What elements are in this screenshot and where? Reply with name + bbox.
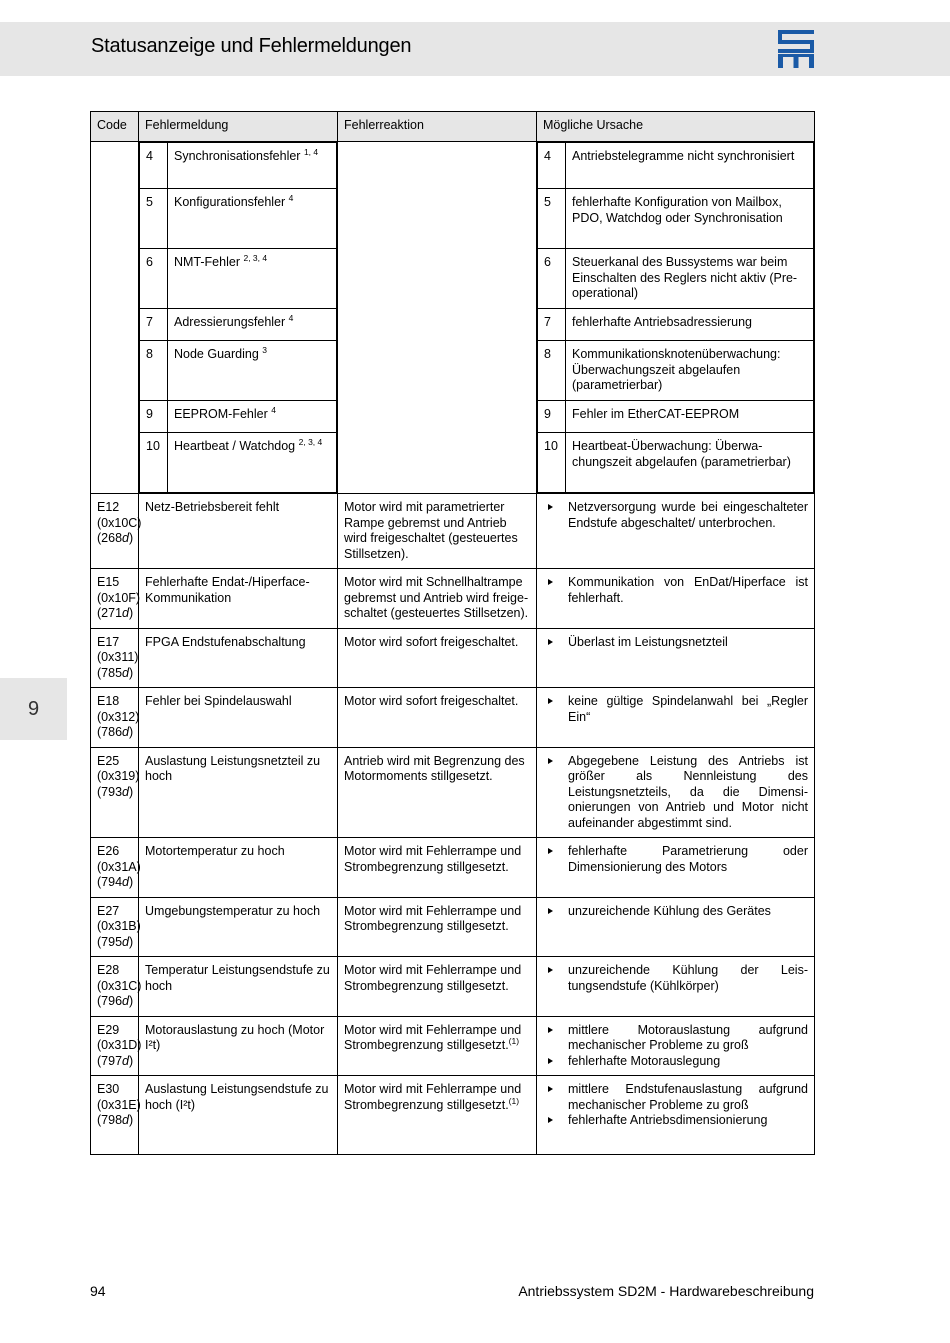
subcode-number: 9 xyxy=(140,401,168,433)
subcode-message-text: Heartbeat / Watchdog xyxy=(174,439,296,453)
cause-cell xyxy=(537,569,815,629)
subcode-message-list xyxy=(139,142,337,493)
code-cell xyxy=(91,494,142,569)
subcode-message xyxy=(168,401,337,433)
decimal-value: (796 xyxy=(97,994,123,1008)
reaction-cell xyxy=(338,897,537,957)
reaction-text: Antrieb wird mit Begrenzung des Motormoments stillgesetzt. xyxy=(344,753,525,783)
subcode-cause: Antriebstelegramme nicht synchronisiert xyxy=(566,143,814,189)
subcode-number: 5 xyxy=(538,189,566,249)
message-cell: Fehlerhafte Endat-/Hiperface-Kommunikation xyxy=(139,569,338,629)
decimal-suffix: d xyxy=(122,1113,129,1127)
decimal-suffix: d xyxy=(122,784,129,799)
company-logo xyxy=(778,30,814,68)
message-cell: Motorauslastung zu hoch (Motor I²t) xyxy=(139,1016,338,1076)
subcode-message-text: Adressierungsfehler xyxy=(174,315,286,329)
table-row xyxy=(91,747,815,838)
subcode-message-row xyxy=(140,401,337,433)
subcode-message-text: Synchronisationsfehler xyxy=(174,149,301,163)
subcode-message-row xyxy=(140,249,337,309)
subcode-cause: fehlerhafte Antriebsadressierung xyxy=(566,309,814,341)
cause-bullet-item: keine gültige Spindelanwahl bei „Regler Ein“ xyxy=(543,694,808,725)
error-code: E12 xyxy=(97,500,120,514)
subcode-number: 9 xyxy=(538,401,566,433)
subcode-cause-row xyxy=(538,401,814,433)
reaction-text: Motor wird mit Fehlerrampe und Strombegrenzung stillgesetzt. xyxy=(344,1022,522,1052)
decimal-suffix: d xyxy=(122,875,129,889)
subcode-cause-row xyxy=(538,143,814,189)
subcode-number: 6 xyxy=(140,249,168,309)
subcode-number: 10 xyxy=(140,433,168,493)
reaction-cell xyxy=(338,494,537,569)
error-code-hex: (0x31A) xyxy=(97,859,141,874)
page-number: 94 xyxy=(90,1283,106,1299)
reaction-text: Motor wird mit parametrierter Rampe gebremst und Antrieb wird freigeschaltet (gesteuertes Stillsetzen). xyxy=(344,500,518,561)
error-code-decimal xyxy=(97,725,132,741)
subcode-cause-row xyxy=(538,309,814,341)
footnote-ref: 2, 3, 4 xyxy=(243,253,268,263)
decimal-suffix: d xyxy=(122,934,129,949)
error-code-hex: (0x31E) xyxy=(97,1097,141,1112)
message-cell: Auslastung Leistungsnetzteil zu hoch xyxy=(139,747,338,838)
cause-bullet-item: Überlast im Leistungsnetzteil xyxy=(543,635,808,651)
decimal-suffix: d xyxy=(122,725,129,739)
reaction-cell xyxy=(338,688,537,748)
decimal-close: ) xyxy=(128,784,134,799)
cause-cell xyxy=(537,957,815,1017)
decimal-close: ) xyxy=(128,1053,134,1068)
message-cell: FPGA Endstufenabschaltung xyxy=(139,628,338,688)
code-cell xyxy=(91,142,139,494)
decimal-suffix: d xyxy=(122,531,129,545)
error-code-hex: (0x31B) xyxy=(97,919,141,933)
subcode-number: 8 xyxy=(140,341,168,401)
table-row xyxy=(91,569,815,629)
footnote-ref: 4 xyxy=(271,405,276,415)
footnote-ref: 1, 4 xyxy=(303,147,319,157)
footnote-ref: (1) xyxy=(508,1095,520,1106)
subcode-message xyxy=(168,309,337,341)
error-code: E17 xyxy=(97,634,120,649)
header-cause: Mögliche Ursache xyxy=(537,112,815,142)
error-code: E29 xyxy=(97,1022,120,1037)
header-code: Code xyxy=(91,112,139,142)
message-cell: Temperatur Leistungsendstufe zu hoch xyxy=(139,957,338,1017)
table-row xyxy=(91,688,815,748)
subcode-number: 5 xyxy=(140,189,168,249)
reaction-text: Motor wird mit Fehlerrampe und Strombegrenzung stillgesetzt. xyxy=(344,844,522,874)
reaction-text: Motor wird sofort freigeschaltet. xyxy=(344,694,519,708)
error-code-decimal xyxy=(97,785,132,801)
code-cell xyxy=(91,897,139,957)
cause-bullet-item: fehlerhafte Parametrierung oder Dimensionierung des Motors xyxy=(543,844,808,875)
cause-bullet-item: unzureichende Kühlung des Gerätes xyxy=(543,904,808,920)
decimal-close: ) xyxy=(128,1113,134,1127)
reaction-text: Motor wird mit Fehlerrampe und Strombegrenzung stillgesetzt. xyxy=(344,903,522,933)
error-code-decimal xyxy=(97,1054,132,1070)
decimal-close: ) xyxy=(128,725,134,739)
error-code-hex: (0x319) xyxy=(97,769,140,783)
code-cell xyxy=(91,628,139,688)
subcode-cause: Heartbeat-Überwachung: Überwachungszeit abgelaufen (parametrierbar) xyxy=(566,433,814,493)
reaction-text: Motor wird mit Fehlerrampe und Strombegrenzung stillgesetzt. xyxy=(344,963,522,993)
decimal-suffix: d xyxy=(122,606,129,620)
subcode-message-text: Konfigurationsfehler xyxy=(174,195,286,209)
message-cell: Fehler bei Spindelauswahl xyxy=(139,688,338,748)
code-cell xyxy=(91,838,139,898)
message-cell: Netz-Betriebsbereit fehlt xyxy=(139,494,338,569)
error-code-decimal xyxy=(97,935,132,951)
subcode-cause-row xyxy=(538,249,814,309)
error-code-hex: (0x10F) xyxy=(97,590,141,605)
cause-cell xyxy=(537,1016,815,1076)
subcode-number: 8 xyxy=(538,341,566,401)
error-code: E15 xyxy=(97,575,120,589)
subcode-cause: Steuerkanal des Bussystems war beim Einschalten des Reglers nicht aktiv (Pre-operational) xyxy=(566,249,814,309)
subcode-message-text: Node Guarding xyxy=(174,347,259,361)
subcode-message-text: EEPROM-Fehler xyxy=(174,407,268,421)
error-code-hex: (0x312) xyxy=(97,709,140,724)
message-cell xyxy=(139,142,338,494)
code-cell xyxy=(91,569,139,629)
subcode-number: 4 xyxy=(538,143,566,189)
decimal-close: ) xyxy=(128,934,134,949)
document-title: Antriebssystem SD2M - Hardwarebeschreibung xyxy=(518,1283,814,1299)
message-cell: Umgebungstemperatur zu hoch xyxy=(139,897,338,957)
reaction-text: Motor wird sofort freigeschaltet. xyxy=(344,634,519,649)
footnote-ref: 2, 3, 4 xyxy=(298,437,323,447)
subcode-message-row xyxy=(140,341,337,401)
cause-cell xyxy=(537,1076,815,1155)
error-code: E25 xyxy=(97,753,120,768)
subcode-cause-row xyxy=(538,341,814,401)
error-code-decimal xyxy=(97,994,132,1010)
subcode-cause: fehlerhafte Konfiguration von Mailbox, PDO, Watchdog oder Synchronisation xyxy=(566,189,814,249)
footnote-ref: 4 xyxy=(288,193,294,203)
footnote-ref: (1) xyxy=(508,1036,520,1046)
decimal-value: (797 xyxy=(97,1053,123,1068)
subcode-number: 4 xyxy=(140,143,168,189)
subcode-message-row xyxy=(140,433,337,493)
cause-bullet-item: fehlerhafte Motorauslegung xyxy=(543,1054,808,1070)
subcode-message xyxy=(168,433,337,493)
cause-bullet-item: Netzversorgung wurde bei eingeschalteter Endstufe abgeschaltet/ unterbrochen. xyxy=(543,500,808,531)
error-code-hex: (0x311) xyxy=(97,650,139,664)
decimal-value: (793 xyxy=(97,784,123,799)
subcode-message xyxy=(168,189,337,249)
decimal-value: (794 xyxy=(97,875,123,889)
reaction-cell xyxy=(338,838,537,898)
decimal-value: (786 xyxy=(97,725,123,739)
table-row xyxy=(91,838,815,898)
error-code-decimal xyxy=(97,1113,132,1129)
subcode-number: 6 xyxy=(538,249,566,309)
error-code: E18 xyxy=(97,694,120,708)
cause-cell xyxy=(537,747,815,838)
subcode-cause-row xyxy=(538,189,814,249)
cause-bullet-item: Kommunikation von EnDat/Hiperface ist fehlerhaft. xyxy=(543,575,808,606)
subcode-cause-list xyxy=(537,142,814,493)
decimal-suffix: d xyxy=(122,994,129,1008)
code-cell xyxy=(91,747,139,838)
table-row xyxy=(91,494,815,569)
table-row xyxy=(91,957,815,1017)
cause-cell xyxy=(537,897,815,957)
reaction-cell xyxy=(338,747,537,838)
decimal-value: (271 xyxy=(97,606,123,620)
subcode-message-row xyxy=(140,309,337,341)
cause-bullet-item: mittlere Endstufenauslastung aufgrund mechanischer Probleme zu groß xyxy=(543,1082,808,1113)
cause-cell xyxy=(537,628,815,688)
table-row xyxy=(91,1016,815,1076)
error-code: E30 xyxy=(97,1082,120,1096)
reaction-text: Motor wird mit Fehlerrampe und Strombegrenzung stillgesetzt. xyxy=(344,1082,522,1112)
decimal-suffix: d xyxy=(122,1053,129,1068)
decimal-value: (798 xyxy=(97,1113,123,1127)
error-code: E28 xyxy=(97,963,120,977)
subcode-message-text: NMT-Fehler xyxy=(174,255,240,269)
code-cell xyxy=(91,688,139,748)
cause-bullet-item: fehlerhafte Antriebsdimensionierung xyxy=(543,1113,808,1129)
decimal-value: (795 xyxy=(97,934,123,949)
subcode-cause: Fehler im EtherCAT-EEPROM xyxy=(566,401,814,433)
error-code-hex: (0x31D) xyxy=(97,1038,142,1052)
error-code-decimal xyxy=(97,531,132,547)
cause-cell xyxy=(537,688,815,748)
reaction-cell xyxy=(338,1016,537,1076)
error-code: E26 xyxy=(97,844,120,858)
cause-cell xyxy=(537,142,815,494)
subcode-message-row xyxy=(140,189,337,249)
decimal-value: (268 xyxy=(97,531,123,545)
footnote-ref: 3 xyxy=(262,345,267,355)
subcode-number: 7 xyxy=(538,309,566,341)
decimal-close: ) xyxy=(128,531,134,545)
message-cell: Auslastung Leistungsendstufe zu hoch (I²t) xyxy=(139,1076,338,1155)
reaction-cell xyxy=(338,569,537,629)
error-code-hex: (0x31C) xyxy=(97,978,142,993)
table-row xyxy=(91,1076,815,1155)
error-code-decimal xyxy=(97,606,132,622)
table-header-row xyxy=(91,112,815,142)
reaction-text: Motor wird mit Schnellhaltrampe gebremst und Antrieb wird freigeschaltet (gesteuertes Stillsetzen). xyxy=(344,575,529,620)
subcode-message xyxy=(168,143,337,189)
footnote-ref: 4 xyxy=(288,313,294,323)
message-cell: Motortemperatur zu hoch xyxy=(139,838,338,898)
reaction-cell xyxy=(338,142,537,494)
error-table xyxy=(90,111,815,1155)
chapter-tab: 9 xyxy=(0,678,67,740)
error-code-decimal xyxy=(97,666,132,682)
decimal-close: ) xyxy=(128,875,134,889)
table-row-subcodes xyxy=(91,142,815,494)
cause-cell xyxy=(537,494,815,569)
decimal-suffix: d xyxy=(122,665,129,680)
decimal-close: ) xyxy=(128,994,134,1008)
reaction-cell xyxy=(338,1076,537,1155)
decimal-value: (785 xyxy=(97,665,123,680)
reaction-cell xyxy=(338,628,537,688)
code-cell xyxy=(91,957,142,1017)
cause-bullet-item: mittlere Motorauslastung aufgrund mechanischer Probleme zu groß xyxy=(543,1023,808,1054)
subcode-cause-row xyxy=(538,433,814,493)
subcode-cause: Kommunikationsknotenüberwachung: Überwachungszeit abgelaufen (parametrierbar) xyxy=(566,341,814,401)
decimal-close: ) xyxy=(128,665,134,680)
subcode-message-row xyxy=(140,143,337,189)
table-row xyxy=(91,628,815,688)
error-code-hex: (0x10C) xyxy=(97,515,142,530)
page-title: Statusanzeige und Fehlermeldungen xyxy=(91,35,412,57)
header-reaction: Fehlerreaktion xyxy=(338,112,537,142)
decimal-close: ) xyxy=(128,606,134,620)
reaction-cell xyxy=(338,957,537,1017)
code-cell xyxy=(91,1076,139,1155)
subcode-message xyxy=(168,249,337,309)
code-cell xyxy=(91,1016,142,1076)
cause-cell xyxy=(537,838,815,898)
cause-bullet-item: Abgegebene Leistung des Antriebs ist größer als Nennleistung des Leistungsnetzteils, da die Dimensionierungen von Antrieb und Motor nicht aufeinander abgestimmt sind. xyxy=(543,754,808,832)
table-row xyxy=(91,897,815,957)
error-code: E27 xyxy=(97,903,120,918)
subcode-number: 10 xyxy=(538,433,566,493)
error-code-decimal xyxy=(97,875,132,891)
subcode-number: 7 xyxy=(140,309,168,341)
subcode-message xyxy=(168,341,337,401)
cause-bullet-item: unzureichende Kühlung der Leistungsendstufe (Kühlkörper) xyxy=(543,963,808,994)
header-message: Fehlermeldung xyxy=(139,112,338,142)
